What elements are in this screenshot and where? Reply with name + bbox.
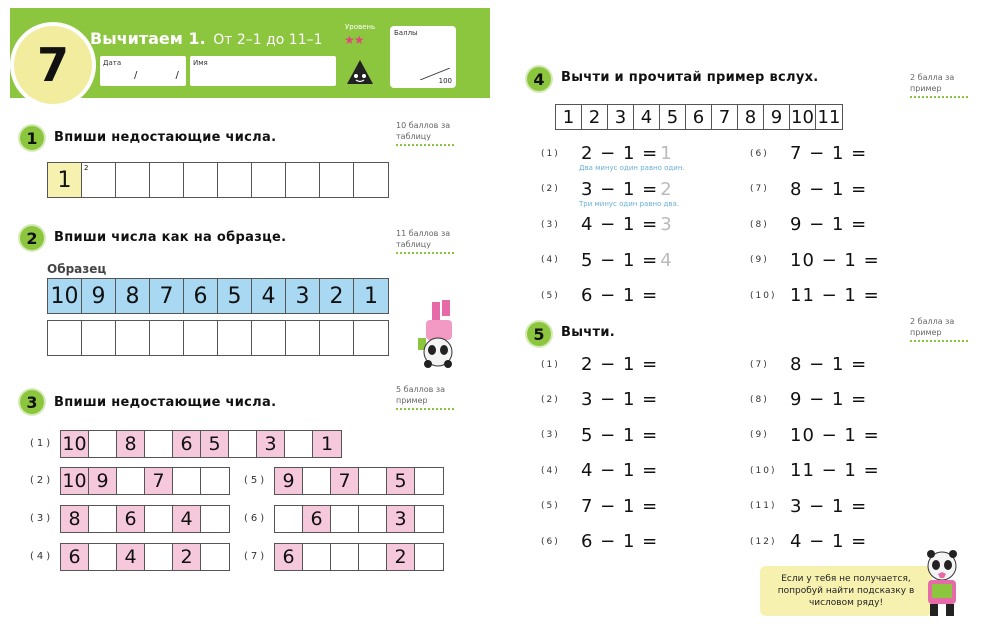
sequence-cell[interactable]	[303, 544, 331, 570]
answer-cell[interactable]	[218, 321, 252, 355]
level-stars: ★★	[344, 33, 364, 47]
sequence-cell[interactable]	[415, 544, 443, 570]
equation-expression: 7 − 1 =	[581, 495, 659, 517]
equation-expression: 3 − 1 =	[581, 178, 659, 200]
equation-expression: 6 − 1 =	[581, 285, 659, 306]
equation-expression: 3 − 1 =	[581, 389, 659, 411]
equation-item	[541, 285, 660, 306]
equation-expression: 9 − 1 =	[790, 214, 868, 235]
sequence-row	[60, 430, 342, 458]
equation-item	[541, 214, 672, 235]
section5-number: 5	[527, 322, 551, 346]
sequence-cell	[173, 431, 201, 457]
equation-label: (4)	[541, 465, 560, 476]
answer-cell[interactable]	[116, 321, 150, 355]
strip-cell	[556, 105, 582, 129]
title-range: От 2–1 до 11–1	[213, 32, 323, 48]
cell-value: 5	[666, 106, 679, 128]
cell-value: 6	[180, 433, 193, 455]
strip-cell	[686, 105, 712, 129]
cell-value: 10	[791, 106, 814, 128]
sequence-cell[interactable]	[359, 544, 387, 570]
equation-label: (3)	[541, 430, 560, 441]
cell-value: 5	[227, 283, 242, 309]
cell-value: 5	[394, 470, 407, 492]
answer-cell[interactable]	[82, 163, 116, 197]
equation-label: (9)	[750, 255, 769, 265]
section5-points: 2 балла за пример	[910, 316, 968, 342]
strip-cell	[816, 105, 842, 129]
score-box[interactable]	[390, 26, 456, 88]
sequence-cell	[61, 468, 89, 494]
sequence-cell[interactable]	[89, 431, 117, 457]
answer-cell[interactable]	[320, 163, 354, 197]
answer-grid	[47, 320, 389, 356]
cell-value: 7	[718, 106, 731, 128]
sequence-cell[interactable]	[275, 506, 303, 532]
cell-value: 6	[124, 508, 137, 530]
sample-cell	[286, 279, 320, 313]
cell-value: 2	[588, 106, 601, 128]
equation-answer[interactable]: 2	[660, 178, 672, 200]
sequence-cell[interactable]	[331, 544, 359, 570]
sample-cell	[184, 279, 218, 313]
cell-value: 6	[310, 508, 323, 530]
date-separators: / /	[134, 70, 179, 81]
cell-value: 4	[640, 106, 653, 128]
sequence-cell	[173, 544, 201, 570]
equation-label: (12)	[750, 536, 777, 547]
cell-value: 10	[62, 433, 87, 455]
sequence-cell	[257, 431, 285, 457]
equation-hint: Три минус один равно два.	[579, 199, 680, 208]
sequence-cell[interactable]	[229, 431, 257, 457]
equation-item[interactable]	[750, 425, 880, 446]
sequence-cell	[275, 468, 303, 494]
equation-label: (7)	[750, 184, 769, 194]
equation-expression: 10 − 1 =	[790, 249, 880, 271]
name-field[interactable]	[190, 56, 336, 86]
lesson-number-badge: 7	[10, 22, 96, 108]
sequence-cell	[201, 431, 229, 457]
cell-value: 6	[692, 106, 705, 128]
cell-value: 1	[57, 167, 72, 193]
row-label: (4)	[30, 551, 54, 562]
sample-grid	[47, 278, 389, 314]
strip-cell	[790, 105, 816, 129]
cell-value: 8	[124, 433, 137, 455]
cell-value: 4	[261, 283, 276, 309]
answer-cell[interactable]	[286, 321, 320, 355]
sequence-row	[274, 467, 444, 495]
sequence-cell	[61, 544, 89, 570]
sequence-cell	[117, 431, 145, 457]
section2-number: 2	[20, 226, 44, 250]
equation-label: (11)	[750, 501, 777, 512]
equation-item[interactable]	[750, 531, 867, 552]
page-title	[90, 29, 323, 48]
sequence-cell[interactable]	[303, 468, 331, 494]
answer-cell[interactable]	[218, 163, 252, 197]
sequence-cell[interactable]	[89, 506, 117, 532]
sample-label: Образец	[47, 262, 107, 276]
sequence-cell[interactable]	[145, 506, 173, 532]
cell-value: 1	[320, 433, 334, 455]
equation-expression: 11 − 1 =	[790, 285, 880, 306]
section4-number: 4	[527, 67, 551, 91]
row-label: (2)	[30, 475, 54, 486]
equation-label: (8)	[750, 219, 769, 230]
cell-value: 9	[96, 470, 109, 492]
sequence-row	[60, 543, 230, 571]
equation-label: (10)	[750, 465, 777, 476]
equation-item[interactable]	[750, 460, 880, 481]
section4-points: 2 балла за пример	[910, 72, 968, 98]
answer-cell[interactable]	[150, 163, 184, 197]
sample-cell	[252, 279, 286, 313]
equation-expression: 6 − 1 =	[581, 531, 659, 552]
row-label: (3)	[30, 513, 54, 524]
equation-label: (5)	[541, 501, 560, 512]
level-label: Уровень	[345, 23, 376, 31]
answer-cell[interactable]	[116, 163, 150, 197]
sequence-cell[interactable]	[145, 431, 173, 457]
cell-value: 4	[124, 546, 137, 568]
sequence-cell	[275, 544, 303, 570]
hint-superscript: 2	[84, 164, 89, 172]
score-label: Баллы	[394, 29, 418, 37]
sequence-cell	[387, 506, 415, 532]
equation-item[interactable]	[750, 354, 867, 375]
equation-expression: 4 − 1 =	[581, 214, 659, 235]
answer-cell[interactable]	[82, 321, 116, 355]
score-max: 100	[438, 77, 452, 85]
cell-value: 9	[770, 106, 783, 128]
equation-item[interactable]	[541, 389, 658, 410]
cell-value: 4	[180, 508, 193, 530]
date-label: Дата	[103, 59, 122, 67]
sequence-cell	[173, 506, 201, 532]
answer-cell[interactable]	[252, 321, 286, 355]
cell-value: 3	[614, 106, 627, 128]
equation-label: (1)	[541, 148, 560, 159]
section4-title: Вычти и прочитай пример вслух.	[561, 70, 819, 85]
sequence-row	[274, 543, 444, 571]
equation-expression: 2 − 1 =	[581, 354, 659, 375]
strip-cell	[764, 105, 790, 129]
title-main: Вычитаем 1.	[90, 29, 206, 48]
cell-value: 8	[744, 106, 757, 128]
equation-item[interactable]	[541, 531, 658, 552]
section1-title: Впиши недостающие числа.	[54, 130, 277, 145]
cell-value: 2	[329, 283, 344, 309]
sequence-cell[interactable]	[359, 468, 387, 494]
row-label: (5)	[244, 475, 268, 486]
sequence-cell	[117, 506, 145, 532]
answer-cell[interactable]	[320, 321, 354, 355]
sequence-cell	[117, 544, 145, 570]
sequence-row	[60, 505, 230, 533]
answer-cell[interactable]	[48, 321, 82, 355]
sequence-cell[interactable]	[89, 544, 117, 570]
sequence-cell[interactable]	[173, 468, 201, 494]
equation-expression: 3 − 1 =	[790, 495, 868, 517]
sample-cell	[354, 279, 388, 313]
equation-expression: 5 − 1 =	[581, 424, 659, 446]
cell-value: 6	[282, 546, 295, 568]
cell-value: 6	[193, 283, 208, 309]
sample-cell	[82, 279, 116, 313]
cell-value: 2	[394, 546, 407, 568]
section5-title: Вычти.	[561, 325, 615, 340]
sample-cell	[116, 279, 150, 313]
equation-expression: 8 − 1 =	[790, 354, 868, 375]
sequence-row	[274, 505, 444, 533]
equation-label: (2)	[541, 394, 560, 405]
cell-value: 2	[180, 546, 193, 568]
strip-cell	[634, 105, 660, 129]
equation-expression: 10 − 1 =	[790, 424, 880, 446]
strip-cell	[712, 105, 738, 129]
sequence-cell[interactable]	[415, 506, 443, 532]
answer-cell[interactable]	[252, 163, 286, 197]
equation-label: (7)	[750, 359, 769, 370]
equation-expression: 7 − 1 =	[790, 143, 868, 164]
section1-grid	[47, 162, 389, 198]
equation-item	[541, 179, 672, 200]
sequence-cell[interactable]	[415, 468, 443, 494]
equation-expression: 4 − 1 =	[581, 460, 659, 482]
equation-answer[interactable]: 1	[660, 143, 672, 164]
answer-cell[interactable]	[184, 163, 218, 197]
sequence-cell[interactable]	[285, 431, 313, 457]
section3-number: 3	[20, 390, 44, 414]
equation-expression: 11 − 1 =	[790, 460, 880, 482]
sequence-cell	[61, 506, 89, 532]
section1-number: 1	[20, 126, 44, 150]
answer-cell[interactable]	[184, 321, 218, 355]
strip-cell	[582, 105, 608, 129]
cell-value: 8	[68, 508, 81, 530]
equation-label: (6)	[750, 148, 769, 159]
equation-label: (8)	[750, 394, 769, 405]
date-field[interactable]	[100, 56, 186, 86]
sequence-cell	[387, 544, 415, 570]
sequence-cell	[145, 468, 173, 494]
equation-label: (6)	[541, 536, 560, 547]
equation-expression: 4 − 1 =	[790, 531, 868, 552]
answer-cell[interactable]	[354, 321, 388, 355]
equation-hint: Два минус один равно один.	[579, 164, 685, 172]
row-label: (6)	[244, 513, 268, 524]
answer-cell[interactable]	[286, 163, 320, 197]
sample-cell	[48, 279, 82, 313]
sequence-cell[interactable]	[117, 468, 145, 494]
answer-cell[interactable]	[354, 163, 388, 197]
tip-bubble: Если у тебя не получается, попробуй найти подсказку в числовом ряду!	[760, 566, 932, 616]
cell-value: 10	[62, 470, 87, 492]
cell-value: 9	[282, 470, 295, 492]
cell-value: 10	[50, 283, 79, 309]
equation-answer[interactable]: 3	[660, 214, 672, 235]
cell-value: 3	[295, 283, 310, 309]
strip-cell	[608, 105, 634, 129]
equation-answer[interactable]: 4	[660, 249, 672, 271]
row-label: (7)	[244, 551, 268, 562]
panda-accordion-illustration	[918, 548, 966, 618]
equation-label: (1)	[541, 359, 560, 370]
answer-cell	[48, 163, 82, 197]
section3-points: 5 баллов за пример	[396, 384, 454, 410]
equation-expression: 5 − 1 =	[581, 249, 659, 271]
cell-value: 7	[159, 283, 174, 309]
row-label: (1)	[30, 438, 54, 449]
sequence-cell[interactable]	[331, 506, 359, 532]
section2-points: 11 баллов за таблицу	[396, 228, 454, 254]
equation-expression: 8 − 1 =	[790, 178, 868, 200]
cell-value: 11	[817, 106, 841, 128]
cell-value: 8	[125, 283, 140, 309]
equation-item	[541, 143, 672, 164]
equation-label: (10)	[750, 290, 777, 301]
section2-title: Впиши числа как на образце.	[54, 230, 287, 245]
equation-item	[750, 143, 869, 164]
panda-handstand-illustration	[414, 300, 462, 374]
equation-label: (3)	[541, 219, 560, 230]
equation-item	[750, 214, 869, 235]
cell-value: 6	[68, 546, 81, 568]
mascot-triangle-icon	[345, 58, 375, 86]
equation-label: (2)	[541, 184, 560, 194]
sequence-cell[interactable]	[359, 506, 387, 532]
equation-item[interactable]	[750, 496, 867, 517]
sequence-cell[interactable]	[201, 506, 229, 532]
sequence-cell[interactable]	[145, 544, 173, 570]
cell-value: 1	[562, 106, 575, 128]
equation-expression: 2 − 1 =	[581, 143, 659, 164]
sequence-cell[interactable]	[201, 544, 229, 570]
sample-cell	[150, 279, 184, 313]
sample-cell	[218, 279, 252, 313]
equation-item[interactable]	[541, 354, 658, 375]
sequence-cell[interactable]	[201, 468, 229, 494]
equation-item	[750, 285, 882, 306]
cell-value: 5	[208, 433, 221, 455]
cell-value: 1	[364, 283, 378, 309]
equation-label: (4)	[541, 255, 560, 265]
sequence-cell	[331, 468, 359, 494]
name-label: Имя	[193, 59, 208, 67]
sequence-cell	[387, 468, 415, 494]
sequence-cell	[313, 431, 341, 457]
number-strip	[555, 104, 843, 130]
strip-cell	[738, 105, 764, 129]
cell-value: 7	[152, 470, 165, 492]
equation-item	[541, 250, 672, 271]
equation-item[interactable]	[750, 389, 867, 410]
equation-item	[750, 179, 869, 200]
cell-value: 3	[394, 508, 407, 530]
sequence-cell	[89, 468, 117, 494]
equation-item[interactable]	[541, 425, 658, 446]
cell-value: 7	[338, 470, 351, 492]
sequence-cell	[303, 506, 331, 532]
section1-points: 10 баллов за таблицу	[396, 120, 454, 146]
sequence-cell	[61, 431, 89, 457]
equation-label: (9)	[750, 430, 769, 441]
equation-expression: 9 − 1 =	[790, 389, 868, 411]
cell-value: 3	[264, 433, 277, 455]
section3-title: Впиши недостающие числа.	[54, 395, 277, 410]
sample-cell	[320, 279, 354, 313]
equation-item[interactable]	[541, 460, 658, 481]
sequence-row	[60, 467, 230, 495]
strip-cell	[660, 105, 686, 129]
equation-label: (5)	[541, 290, 560, 301]
answer-cell[interactable]	[150, 321, 184, 355]
cell-value: 9	[91, 283, 106, 309]
equation-item	[750, 250, 882, 271]
equation-item[interactable]	[541, 496, 658, 517]
